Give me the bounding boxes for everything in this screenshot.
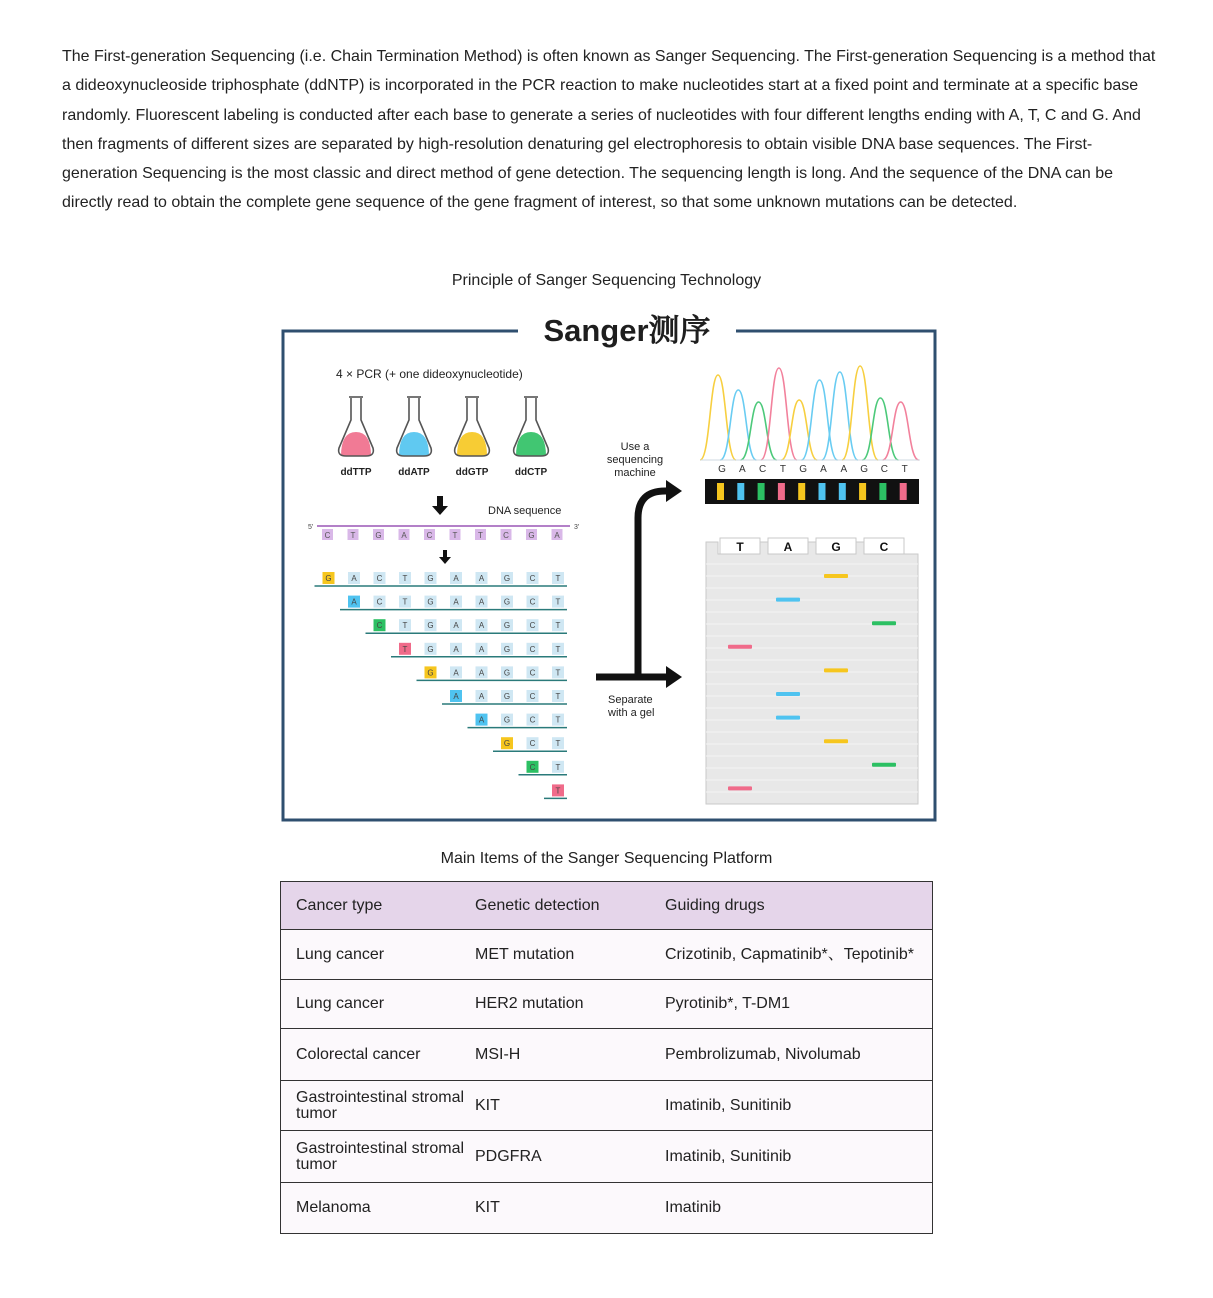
base-letter: A	[478, 668, 485, 678]
base-letter: A	[401, 531, 407, 540]
base-letter: A	[351, 597, 357, 607]
base-letter: A	[478, 621, 485, 631]
cell-guiding-drugs: Pembrolizumab, Nivolumab	[665, 1029, 933, 1081]
base-letter: A	[554, 531, 560, 540]
base-letter: G	[503, 597, 511, 607]
readout-letter: G	[860, 464, 868, 475]
base-letter: A	[453, 668, 459, 678]
base-letter: T	[555, 668, 561, 678]
base-letter: A	[453, 597, 459, 607]
base-letter: G	[427, 644, 434, 654]
gel-band	[776, 598, 800, 602]
base-letter: T	[478, 531, 483, 540]
cell-genetic-detection: KIT	[475, 1081, 665, 1131]
cell-cancer-type: Lung cancer	[281, 980, 476, 1029]
base-letter: T	[555, 786, 561, 796]
base-letter: C	[529, 692, 536, 701]
sanger-items-table	[280, 881, 933, 1234]
table-caption: Main Items of the Sanger Sequencing Platform	[440, 850, 773, 867]
readout-letter: A	[820, 464, 827, 475]
table-row	[281, 1183, 933, 1234]
base-letter: G	[427, 597, 434, 607]
base-letter: G	[503, 644, 511, 654]
base-letter: C	[376, 574, 383, 583]
machine-label-line: machine	[614, 467, 656, 479]
base-letter: C	[529, 762, 536, 772]
barcode-bar	[839, 483, 846, 500]
cell-guiding-drugs: Imatinib	[665, 1183, 933, 1234]
base-letter: A	[351, 574, 357, 583]
cell-cancer-type: Colorectal cancer	[281, 1029, 476, 1081]
cell-cancer-type: Lung cancer	[281, 930, 476, 980]
cell-guiding-drugs: Imatinib, Sunitinib	[665, 1131, 933, 1183]
base-letter: C	[503, 531, 509, 540]
barcode-bar	[798, 483, 805, 500]
gel-plate	[706, 538, 918, 804]
table-row	[281, 1081, 933, 1131]
cell-cancer-type: Gastrointestinal stromal tumor	[281, 1081, 476, 1131]
base-letter: G	[503, 692, 511, 701]
cell-cancer-type: Melanoma	[281, 1183, 476, 1234]
base-letter: T	[402, 644, 408, 654]
cell-cancer-type: Gastrointestinal stromal tumor	[281, 1131, 476, 1183]
base-letter: T	[555, 692, 561, 701]
base-letter: A	[453, 574, 459, 583]
base-letter: A	[453, 621, 459, 631]
gel-band	[776, 716, 800, 720]
gel-band	[872, 763, 896, 767]
base-letter: C	[529, 668, 536, 678]
dna-sequence-label: DNA sequence	[488, 505, 562, 517]
readout-letter: A	[840, 464, 848, 475]
base-letter: A	[478, 644, 485, 654]
table-row	[281, 930, 933, 980]
header-cancer-type: Cancer type	[281, 882, 476, 930]
base-letter: G	[427, 574, 434, 583]
flask-label: ddATP	[398, 467, 430, 478]
cell-guiding-drugs: Pyrotinib*, T-DM1	[665, 980, 933, 1029]
readout-letter: G	[799, 464, 808, 475]
readout-letter: G	[718, 464, 726, 475]
base-letter: A	[478, 597, 485, 607]
barcode-background	[705, 479, 919, 504]
base-letter: C	[376, 621, 383, 631]
base-letter: G	[375, 531, 382, 540]
pcr-label: 4 × PCR (+ one dideoxynucleotide)	[336, 367, 523, 381]
header-guiding-drugs: Guiding drugs	[665, 882, 933, 930]
barcode-bar	[758, 483, 765, 500]
gel-lane-label: A	[783, 540, 793, 554]
readout-letter: T	[779, 464, 786, 475]
base-letter: G	[503, 621, 511, 631]
gel-lane-label: G	[831, 540, 841, 554]
gel-band	[824, 668, 848, 672]
gel-band	[824, 739, 848, 743]
table-header-row	[281, 882, 933, 930]
base-letter: T	[555, 621, 561, 631]
base-letter: C	[324, 531, 331, 540]
barcode-bar	[900, 483, 907, 500]
base-letter: C	[529, 621, 536, 631]
base-letter: G	[503, 715, 511, 725]
readout-letter: C	[758, 464, 767, 475]
base-letter: T	[555, 644, 561, 654]
sanger-figure	[280, 308, 940, 826]
gel-label	[607, 694, 654, 719]
base-letter: A	[453, 644, 459, 654]
base-letter: A	[453, 692, 459, 701]
color-barcode	[705, 479, 919, 504]
base-letter: T	[555, 574, 561, 583]
cell-genetic-detection: MSI-H	[475, 1029, 665, 1081]
gel-lane-label: T	[736, 540, 744, 554]
base-letter: G	[325, 574, 332, 583]
header-genetic-detection: Genetic detection	[475, 882, 665, 930]
figure-caption: Principle of Sanger Sequencing Technology	[451, 272, 762, 289]
cell-genetic-detection: MET mutation	[475, 930, 665, 980]
flask-label: ddGTP	[455, 467, 489, 478]
table-row	[281, 1131, 933, 1183]
gel-label-line: with a gel	[608, 707, 655, 719]
base-letter: G	[427, 668, 434, 678]
base-letter: T	[555, 597, 561, 607]
table-row	[281, 1029, 933, 1081]
base-letter: A	[478, 574, 485, 583]
base-letter: T	[402, 621, 408, 631]
readout-letter: A	[738, 464, 746, 475]
cell-genetic-detection: HER2 mutation	[475, 980, 665, 1029]
base-letter: C	[376, 597, 383, 607]
barcode-bar	[859, 483, 866, 500]
base-letter: T	[555, 762, 561, 772]
readout-letter: C	[880, 464, 889, 475]
base-letter: T	[402, 574, 408, 583]
gel-band	[824, 574, 848, 578]
gel-label-line: Separate	[608, 694, 653, 706]
barcode-bar	[879, 483, 886, 500]
base-letter: T	[350, 531, 356, 540]
flask-label: ddCTP	[514, 467, 548, 478]
base-letter: T	[452, 531, 458, 540]
base-letter: C	[529, 574, 536, 583]
machine-label-line: sequencing	[606, 454, 664, 466]
table-row	[281, 980, 933, 1029]
barcode-bar	[717, 483, 724, 500]
base-letter: G	[528, 531, 535, 540]
base-letter: G	[503, 574, 511, 583]
gel-lane-label: C	[879, 540, 889, 554]
prime-3-label: 3'	[574, 524, 580, 531]
cell-genetic-detection: PDGFRA	[475, 1131, 665, 1183]
base-letter: C	[426, 531, 433, 540]
readout-letter: T	[901, 464, 908, 475]
cell-guiding-drugs: Imatinib, Sunitinib	[665, 1081, 933, 1131]
gel-band	[728, 786, 752, 790]
base-letter: G	[503, 739, 511, 749]
base-letter: T	[555, 739, 561, 749]
barcode-bar	[819, 483, 826, 500]
gel-band	[872, 621, 896, 625]
barcode-bar	[737, 483, 744, 500]
barcode-bar	[778, 483, 785, 500]
machine-label-line: Use a	[620, 441, 650, 453]
base-letter: T	[402, 597, 408, 607]
intro-paragraph: The First-generation Sequencing (i.e. Chain Termination Method) is often known as Sanger Sequencing. The First-generation Sequencing is a method that a dideoxynucleoside triphosphate (ddNTP) is incorporated in the PCR reaction to make nucleotides start at a fixed point and terminate at a specific base randomly. Fluorescent labeling is conducted after each base to generate a series of nucleotides with four different lengths ending with A, T, C and G. And then fragments of different sizes are separated by high-resolution denaturing gel electrophoresis to obtain visible DNA base sequences. The First-generation Sequencing is the most classic and direct method of gene detection. The sequencing length is long. And the sequence of the DNA can be directly read to obtain the complete gene sequence of the gene fragment of interest, so that some unknown mutations can be detected.	[62, 48, 1156, 212]
prime-5-label: 5'	[308, 524, 314, 531]
base-letter: C	[529, 739, 536, 749]
gel-band	[728, 645, 752, 649]
base-letter: C	[529, 644, 536, 654]
base-letter: A	[478, 692, 485, 701]
gel-band	[776, 692, 800, 696]
cell-guiding-drugs: Crizotinib, Capmatinib*、Tepotinib*	[665, 930, 933, 980]
flask-label: ddTTP	[340, 467, 372, 478]
base-letter: G	[503, 668, 511, 678]
figure-title: Sanger测序	[543, 313, 711, 348]
base-letter: T	[555, 715, 561, 725]
base-letter: A	[478, 715, 485, 725]
cell-genetic-detection: KIT	[475, 1183, 665, 1234]
base-letter: C	[529, 715, 536, 725]
base-letter: C	[529, 597, 536, 607]
base-letter: G	[427, 621, 434, 631]
